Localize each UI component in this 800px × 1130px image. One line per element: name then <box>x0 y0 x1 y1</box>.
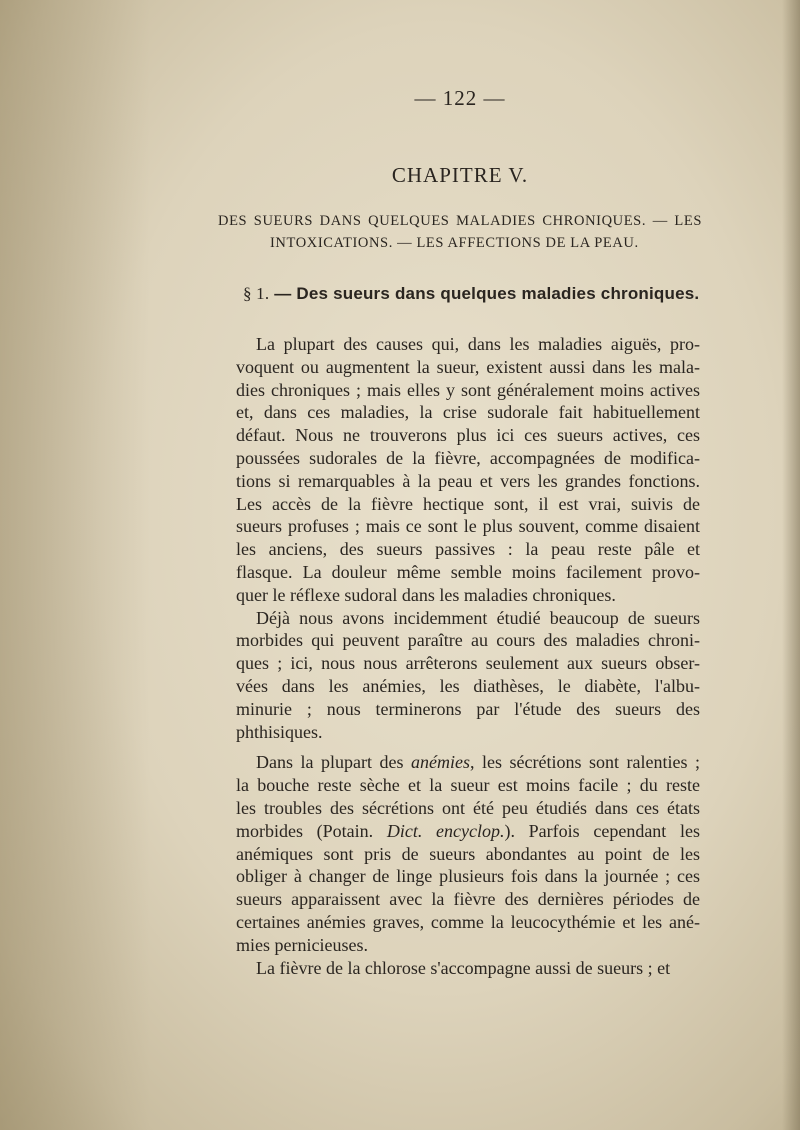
chapter-title: CHAPITRE V. <box>391 163 529 187</box>
text-line: morbides qui peuvent paraître au cours des maladies chroni- <box>236 630 700 651</box>
text-line: vées dans les anémies, les diathèses, le diabète, l'albu- <box>236 675 700 696</box>
page-number: — 122 — <box>414 86 506 110</box>
text-line: sueurs profuses ; mais ce sont le plus souvent, comme disaient <box>236 516 700 537</box>
text-line: minurie ; nous terminerons par l'étude des sueurs des <box>236 698 700 719</box>
body-text <box>216 333 700 979</box>
text-line: poussées sudorales de la fièvre, accompagnées de modifica- <box>236 447 700 468</box>
text-line: les anciens, des sueurs passives : la peau reste pâle et <box>236 539 700 560</box>
text-line: et, dans ces maladies, la crise sudorale fait habituellement <box>236 402 700 423</box>
text-line: les troubles des sécrétions ont été peu étudiés dans ces états <box>236 797 700 818</box>
text-line: Les accès de la fièvre hectique sont, il est vrai, suivis de <box>236 493 700 514</box>
text-line: dies chroniques ; mais elles y sont généralement moins actives <box>236 379 700 400</box>
italic-text: anémies <box>411 752 470 773</box>
text-line: tions si remarquables à la peau et vers les grandes fonctions. <box>236 470 700 491</box>
text-line: La plupart des causes qui, dans les maladies aiguës, pro- <box>256 334 700 354</box>
text-line: Déjà nous avons incidemment étudié beaucoup de sueurs <box>256 607 700 628</box>
subtitle-line: DES SUEURS DANS QUELQUES MALADIES CHRONIQUES. — LES <box>218 213 702 229</box>
text-line: quer le réflexe sudoral dans les maladies chroniques. <box>236 584 616 605</box>
chapter-subtitle <box>218 210 702 254</box>
section-number: § 1. <box>243 284 270 303</box>
paragraph <box>216 957 700 980</box>
text-line: voquent ou augmentent la sueur, existent aussi dans les mala- <box>236 356 700 377</box>
paragraph <box>216 607 700 744</box>
text-line: flasque. La douleur même semble moins facilement provo- <box>236 561 700 582</box>
text-line: ques ; ici, nous nous arrêterons seulement aux sueurs obser- <box>236 653 700 674</box>
text-line: Dans la plupart des anémies, les sécrétions sont ralenties ; <box>256 752 700 773</box>
italic-text: Dict. encyclop. <box>386 820 505 841</box>
text-line: morbides (Potain. Dict. encyclop.). Parfois cependant les <box>236 820 700 841</box>
paragraph <box>216 751 700 956</box>
text-line: certaines anémies graves, comme la leucocythémie et les ané- <box>236 911 700 932</box>
text-line: sueurs apparaissent avec la fièvre des dernières périodes de <box>236 889 700 910</box>
text-line: La fièvre de la chlorose s'accompagne aussi de sueurs ; et <box>256 957 671 978</box>
text-line: mies pernicieuses. <box>236 934 368 955</box>
paragraph-gap <box>216 743 700 751</box>
text-line: défaut. Nous ne trouverons plus ici ces sueurs actives, ces <box>236 425 700 446</box>
section-title: — Des sueurs dans quelques maladies chroniques. <box>274 284 700 303</box>
text-line: obliger à changer de linge plusieurs fois dans la journée ; ces <box>236 866 700 887</box>
text-line: anémiques sont pris de sueurs abondantes au point de les <box>236 843 700 864</box>
paragraph <box>216 333 700 607</box>
text-line: phthisiques. <box>236 721 323 742</box>
text-line: la bouche reste sèche et la sueur est moins facile ; du reste <box>236 775 700 796</box>
subtitle-line: INTOXICATIONS. — LES AFFECTIONS DE LA PEAU. <box>270 235 639 251</box>
section-heading <box>243 284 703 304</box>
